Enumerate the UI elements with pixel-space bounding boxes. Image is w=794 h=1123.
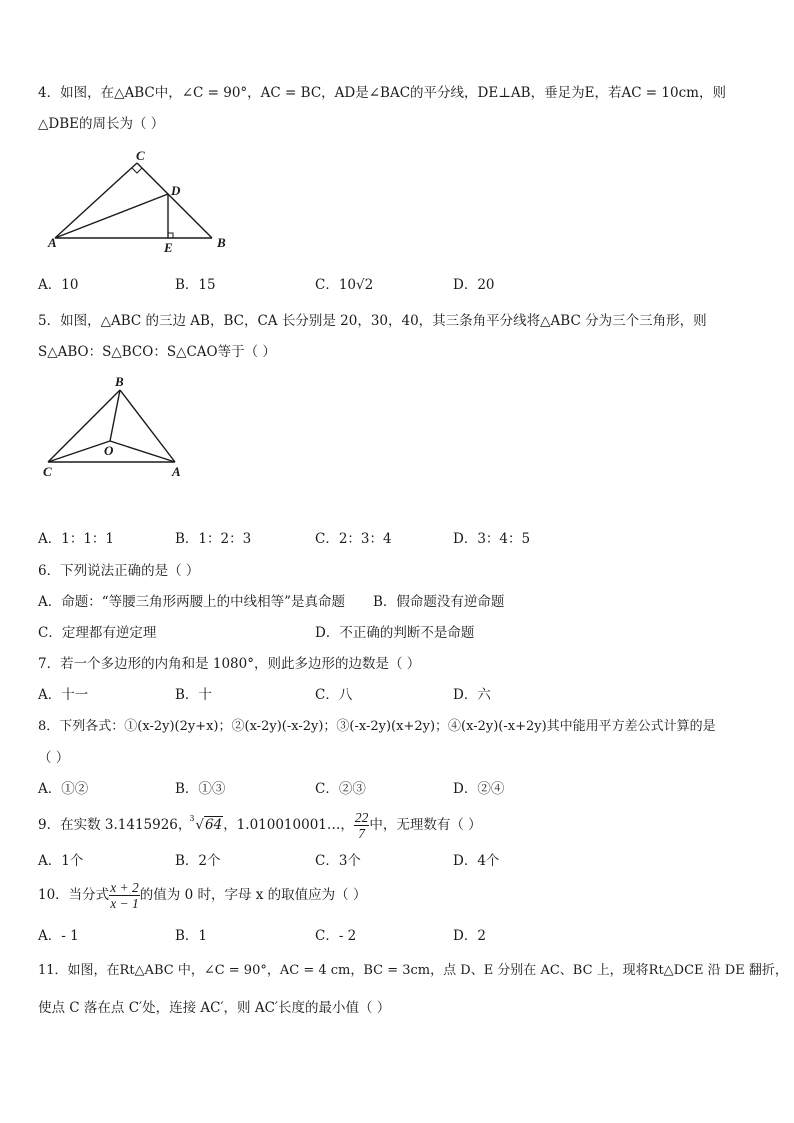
- q5-option-b: B．1：2：3: [175, 531, 252, 547]
- q8-option-a: A．①②: [38, 781, 89, 797]
- label-a: A: [48, 235, 57, 250]
- q10-suffix: 的值为 0 时，字母 x 的取值应为（ ）: [139, 887, 367, 903]
- label-a: A: [172, 464, 181, 479]
- side-ac: [55, 163, 137, 238]
- q8-stem: 8．下列各式：①(x-2y)(2y+x)；②(x-2y)(-x-2y)；③(-x-2y)(x+2y)；④(x-2y)(-x+2y)其中能用平方差公式计算的是: [38, 719, 716, 734]
- label-b: B: [115, 374, 124, 389]
- q9-option-a: A．1个: [38, 853, 84, 869]
- q4-stem-line2: △DBE的周长为（ ）: [38, 116, 165, 132]
- q6-stem: 6．下列说法正确的是（ ）: [38, 563, 200, 579]
- q4-option-b: B．15: [175, 277, 216, 293]
- bisector-co: [48, 441, 110, 462]
- q6-option-c: C．定理都有逆定理: [38, 625, 157, 641]
- q8-option-d: D．②④: [453, 781, 505, 797]
- q10-option-c: C．- 2: [315, 928, 357, 944]
- segment-ad: [55, 194, 168, 238]
- cube-root-expression: 3 √64: [191, 808, 223, 842]
- q7-stem: 7．若一个多边形的内角和是 1080°，则此多边形的边数是（ ）: [38, 656, 421, 672]
- q10-option-a: A．- 1: [38, 928, 79, 944]
- q7-option-d: D．六: [453, 687, 491, 703]
- q5-triangle-figure: [40, 372, 200, 482]
- q10-stem: [38, 878, 366, 912]
- right-angle-e: [168, 233, 173, 238]
- q9-suffix: 中，无理数有（ ）: [369, 817, 482, 833]
- q9-middle: ，1.010010001…，: [223, 817, 354, 833]
- label-e: E: [164, 240, 173, 255]
- fraction-numerator: x + 2: [110, 880, 139, 895]
- label-o: O: [104, 443, 114, 458]
- q6-option-d: D．不正确的判断不是命题: [315, 625, 475, 641]
- q5-option-c: C．2：3：4: [315, 531, 392, 547]
- q5-option-d: D．3：4：5: [453, 531, 531, 547]
- q4-triangle-figure: [40, 143, 240, 255]
- q9-stem: [38, 808, 482, 842]
- q7-option-b: B．十: [175, 687, 212, 703]
- q9-prefix: 9．在实数 3.1415926，: [38, 817, 192, 833]
- side-ba: [120, 390, 175, 462]
- q7-option-a: A．十一: [38, 687, 89, 703]
- q10-prefix: 10．当分式: [38, 887, 110, 903]
- q4-option-c: C．10√2: [315, 277, 374, 293]
- q5-stem-line1: 5．如图，△ABC 的三边 AB，BC，CA 长分别是 20，30，40，其三条角平分线将△ABC 分为三个三角形，则: [38, 313, 707, 329]
- fraction-numerator: 22: [354, 810, 369, 825]
- label-c: C: [43, 464, 52, 479]
- label-c: C: [136, 148, 145, 163]
- q11-stem-line2: 使点 C 落在点 C′处，连接 AC′，则 AC′长度的最小值（ ）: [38, 1000, 391, 1016]
- fraction-expression: [109, 880, 140, 911]
- q8-option-c: C．②③: [315, 781, 366, 797]
- label-d: D: [171, 183, 181, 198]
- q11-stem-line1: 11．如图，在Rt△ABC 中，∠C = 90°，AC = 4 cm，BC = 3cm，点 D、E 分别在 AC、BC 上，现将Rt△DCE 沿 DE 翻折，: [38, 963, 788, 978]
- q4-option-a: A．10: [38, 277, 79, 293]
- fraction-denominator: x − 1: [110, 896, 139, 911]
- q8-stem-line2: （ ）: [38, 750, 70, 766]
- q6-option-a: A．命题：“等腰三角形两腰上的中线相等”是真命题: [38, 594, 346, 610]
- fraction-22-7: [354, 810, 370, 841]
- cbrt-value: 64: [205, 817, 223, 833]
- fraction-denominator: 7: [358, 826, 365, 841]
- q8-option-b: B．①③: [175, 781, 226, 797]
- q6-option-b: B．假命题没有逆命题: [373, 594, 505, 610]
- q10-option-d: D．2: [453, 928, 486, 944]
- q10-option-b: B．1: [175, 928, 208, 944]
- q9-option-b: B．2个: [175, 853, 221, 869]
- q5-stem-line2: S△ABO：S△BCO：S△CAO等于（ ）: [38, 344, 276, 360]
- bisector-ao: [110, 441, 175, 462]
- right-angle-c: [132, 168, 142, 173]
- q7-option-c: C．八: [315, 687, 353, 703]
- q4-option-d: D．20: [453, 277, 495, 293]
- q9-option-c: C．3个: [315, 853, 361, 869]
- q9-option-d: D．4个: [453, 853, 500, 869]
- side-cb: [137, 163, 212, 238]
- q4-stem-line1: 4．如图，在△ABC中，∠C = 90°，AC = BC，AD是∠BAC的平分线，DE⊥AB，垂足为E，若AC = 10cm，则: [38, 85, 726, 101]
- label-b: B: [217, 235, 226, 250]
- cbrt-index: 3: [189, 814, 195, 823]
- q5-option-a: A．1：1：1: [38, 531, 115, 547]
